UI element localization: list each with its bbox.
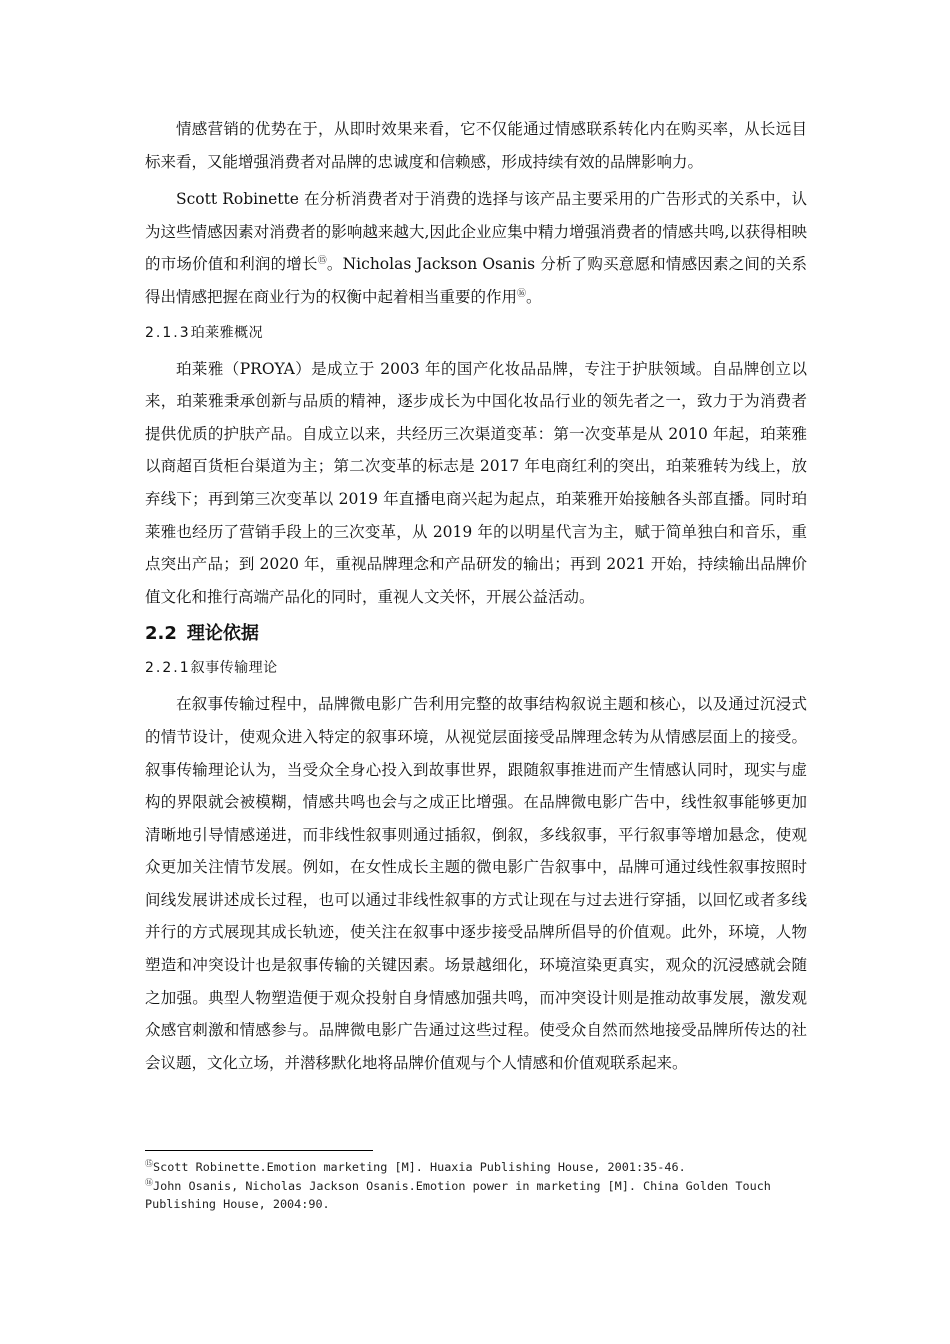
heading-title: 珀莱雅概况 — [190, 324, 264, 341]
paragraph-text: 。 — [526, 287, 542, 306]
footnote-divider — [145, 1150, 373, 1151]
footnotes — [145, 1158, 785, 1214]
heading-2-2 — [145, 618, 807, 650]
heading-2-2-1 — [145, 654, 807, 682]
footnote-ref-15[interactable]: ⑮ — [317, 256, 327, 267]
heading-number: 2.1.3 — [145, 324, 191, 341]
heading-2-1-3 — [145, 319, 807, 347]
footnote-15 — [145, 1158, 785, 1177]
footnote-ref-16[interactable]: ⑯ — [517, 288, 527, 299]
paragraph-narrative-transportation: 在叙事传输过程中，品牌微电影广告利用完整的故事结构叙说主题和核心，以及通过沉浸式的情节设计，使观众进入特定的叙事环境，从视觉层面接受品牌理念转为从情感层面上的接受。叙事传输理论认为，当受众全身心投入到故事世界，跟随叙事推进而产生情感认同时，现实与虚构的界限就会被模糊，情感共鸣也会与之成正比增强。在品牌微电影广告中，线性叙事能够更加清晰地引导情感递进，而非线性叙事则通过插叙，倒叙，多线叙事，平行叙事等增加悬念，使观众更加关注情节发展。例如，在女性成长主题的微电影广告叙事中，品牌可通过线性叙事按照时间线发展讲述成长过程，也可以通过非线性叙事的方式让现在与过去进行穿插，以回忆或者多线并行的方式展现其成长轨迹，使关注在叙事中逐步接受品牌所倡导的价值观。此外，环境，人物塑造和冲突设计也是叙事传输的关键因素。场景越细化，环境渲染更真实，观众的沉浸感就会随之加强。典型人物塑造便于观众投射自身情感加强共鸣，而冲突设计则是推动故事发展，激发观众感官刺激和情感参与。品牌微电影广告通过这些过程。使受众自然而然地接受品牌所传达的社会议题，文化立场，并潜移默化地将品牌价值观与个人情感和价值观联系起来。 — [145, 695, 807, 1072]
footnote-mark: ⑯ — [145, 1177, 153, 1187]
heading-number: 2.2 — [145, 623, 177, 645]
body-content — [145, 113, 807, 1084]
paragraph-robinette-osanis — [145, 183, 807, 313]
paragraph-emotional-marketing-advantage: 情感营销的优势在于，从即时效果来看，它不仅能通过情感联系转化内在购买率，从长远目标来看，又能增强消费者对品牌的忠诚度和信赖感，形成持续有效的品牌影响力。 — [145, 120, 807, 171]
footnote-text: John Osanis, Nicholas Jackson Osanis.Emotion power in marketing [M]. China Golden Touch Publishing House, 2004:90. — [145, 1178, 771, 1211]
footnote-16 — [145, 1177, 785, 1214]
heading-number: 2.2.1 — [145, 660, 191, 677]
footnote-mark: ⑮ — [145, 1159, 153, 1169]
paragraph-text: Scott Robinette 在分析消费者对于消费的选择与该产品主要采用的广告形式的关系中，认为这些情感因素对消费者的影响越来越大,因此企业应集中精力增强消费者的情感共鸣,以获得相映的市场价值和利润的增长 — [145, 190, 807, 274]
footnote-text: Scott Robinette.Emotion marketing [M]. Huaxia Publishing House, 2001:35-46. — [153, 1160, 686, 1174]
heading-title: 叙事传输理论 — [190, 660, 278, 677]
heading-title: 理论依据 — [186, 623, 259, 645]
paragraph-text: 。Nicholas Jackson Osanis 分析了购买意愿和情感因素之间的关系得出情感把握在商业行为的权衡中起着相当重要的作用 — [145, 255, 807, 306]
paragraph-proya-overview: 珀莱雅（PROYA）是成立于 2003 年的国产化妆品品牌，专注于护肤领域。自品牌创立以来，珀莱雅秉承创新与品质的精神，逐步成长为中国化妆品行业的领先者之一，致力于为消费者提供优质的护肤产品。自成立以来，共经历三次渠道变革：第一次变革是从 2010 年起，珀莱雅以商超百货柜台渠道为主；第二次变革的标志是 2017 年电商红利的突出，珀莱雅转为线上，放弃线下；再到第三次变革以 2019 年直播电商兴起为起点，珀莱雅开始接触各头部直播。同时珀莱雅也经历了营销手段上的三次变革，从 2019 年的以明星代言为主，赋于简单独白和音乐，重点突出产品；到 2020 年，重视品牌理念和产品研发的输出；再到 2021 开始，持续输出品牌价值文化和推行高端产品化的同时，重视人文关怀，开展公益活动。 — [145, 359, 807, 606]
